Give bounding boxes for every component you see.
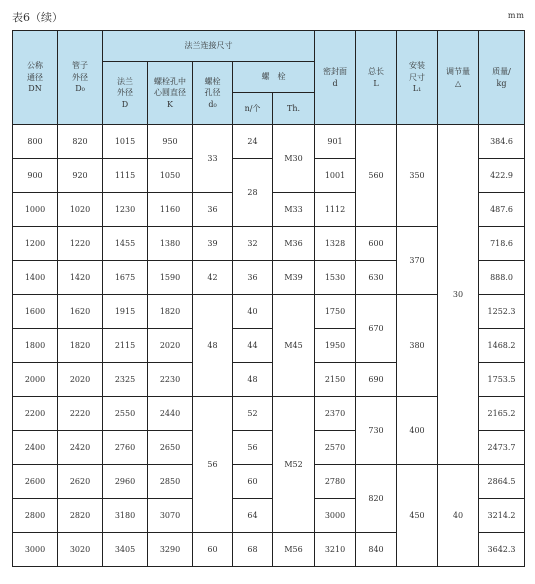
cell-dn: 3000 xyxy=(13,533,58,567)
cell-mass: 1252.3 xyxy=(479,295,525,329)
header-bolt-hole: 螺栓 孔径 d₀ xyxy=(193,62,233,125)
cell-bolt-count: 52 xyxy=(233,397,273,431)
cell-mass: 888.0 xyxy=(479,261,525,295)
cell-mass: 1468.2 xyxy=(479,329,525,363)
cell-length: 670 xyxy=(356,295,397,363)
cell-bolt-thread: M39 xyxy=(273,261,315,295)
header-length: 总长 L xyxy=(356,31,397,125)
cell-mass: 718.6 xyxy=(479,227,525,261)
cell-dn: 2400 xyxy=(13,431,58,465)
cell-bolt-hole: 36 xyxy=(193,193,233,227)
cell-dn: 2600 xyxy=(13,465,58,499)
header-adjust: 调节量 △ xyxy=(438,31,479,125)
cell-mass: 2864.5 xyxy=(479,465,525,499)
header-bolt-circle: 螺栓孔中 心圆直径 K xyxy=(148,62,193,125)
table-row xyxy=(13,125,525,159)
cell-flange-od: 1230 xyxy=(103,193,148,227)
cell-bolt-count: 36 xyxy=(233,261,273,295)
cell-mass: 2165.2 xyxy=(479,397,525,431)
cell-bolt-hole: 42 xyxy=(193,261,233,295)
cell-length: 560 xyxy=(356,125,397,227)
cell-flange-od: 2550 xyxy=(103,397,148,431)
cell-pipe-od: 1820 xyxy=(58,329,103,363)
cell-bolt-thread: M56 xyxy=(273,533,315,567)
cell-bolt-count: 40 xyxy=(233,295,273,329)
cell-bolt-circle: 2850 xyxy=(148,465,193,499)
cell-bolt-count: 24 xyxy=(233,125,273,159)
header-install: 安装 尺寸 L₁ xyxy=(397,31,438,125)
cell-seal: 2150 xyxy=(315,363,356,397)
cell-pipe-od: 1020 xyxy=(58,193,103,227)
cell-pipe-od: 2620 xyxy=(58,465,103,499)
cell-install: 400 xyxy=(397,397,438,465)
cell-pipe-od: 1620 xyxy=(58,295,103,329)
cell-pipe-od: 920 xyxy=(58,159,103,193)
cell-dn: 900 xyxy=(13,159,58,193)
cell-bolt-count: 28 xyxy=(233,159,273,227)
header-mass: 质量/ kg xyxy=(479,31,525,125)
cell-bolt-circle: 1590 xyxy=(148,261,193,295)
cell-seal: 1950 xyxy=(315,329,356,363)
cell-bolt-count: 32 xyxy=(233,227,273,261)
cell-dn: 2200 xyxy=(13,397,58,431)
cell-flange-od: 3405 xyxy=(103,533,148,567)
cell-install: 450 xyxy=(397,465,438,567)
cell-bolt-hole: 48 xyxy=(193,295,233,397)
cell-bolt-thread: M45 xyxy=(273,295,315,397)
header-pipe-od: 管子 外径 D₀ xyxy=(58,31,103,125)
cell-pipe-od: 3020 xyxy=(58,533,103,567)
cell-seal: 1112 xyxy=(315,193,356,227)
cell-seal: 1530 xyxy=(315,261,356,295)
header-flange-group: 法兰连接尺寸 xyxy=(103,31,315,62)
cell-flange-od: 1915 xyxy=(103,295,148,329)
cell-flange-od: 2760 xyxy=(103,431,148,465)
cell-install: 370 xyxy=(397,227,438,295)
cell-bolt-circle: 2440 xyxy=(148,397,193,431)
cell-dn: 2800 xyxy=(13,499,58,533)
cell-seal: 901 xyxy=(315,125,356,159)
cell-pipe-od: 2420 xyxy=(58,431,103,465)
cell-adjust: 40 xyxy=(438,465,479,567)
cell-bolt-count: 48 xyxy=(233,363,273,397)
cell-bolt-hole: 60 xyxy=(193,533,233,567)
cell-seal: 3210 xyxy=(315,533,356,567)
cell-seal: 1328 xyxy=(315,227,356,261)
unit-label: mm xyxy=(507,11,525,20)
cell-seal: 1750 xyxy=(315,295,356,329)
cell-install: 380 xyxy=(397,295,438,397)
cell-flange-od: 2325 xyxy=(103,363,148,397)
cell-dn: 1400 xyxy=(13,261,58,295)
cell-length: 690 xyxy=(356,363,397,397)
table-caption: 表6（续） xyxy=(12,11,63,24)
flange-dimension-table xyxy=(12,30,525,567)
cell-flange-od: 2115 xyxy=(103,329,148,363)
cell-bolt-count: 68 xyxy=(233,533,273,567)
cell-bolt-thread: M52 xyxy=(273,397,315,533)
cell-install: 350 xyxy=(397,125,438,227)
cell-bolt-circle: 1160 xyxy=(148,193,193,227)
cell-pipe-od: 1220 xyxy=(58,227,103,261)
cell-length: 730 xyxy=(356,397,397,465)
cell-bolt-circle: 3290 xyxy=(148,533,193,567)
cell-seal: 2370 xyxy=(315,397,356,431)
cell-mass: 2473.7 xyxy=(479,431,525,465)
cell-bolt-circle: 950 xyxy=(148,125,193,159)
cell-flange-od: 1675 xyxy=(103,261,148,295)
cell-bolt-thread: M33 xyxy=(273,193,315,227)
cell-length: 600 xyxy=(356,227,397,261)
cell-seal: 2780 xyxy=(315,465,356,499)
cell-bolt-circle: 1820 xyxy=(148,295,193,329)
cell-pipe-od: 2820 xyxy=(58,499,103,533)
cell-flange-od: 2960 xyxy=(103,465,148,499)
table-row xyxy=(13,465,525,499)
cell-seal: 3000 xyxy=(315,499,356,533)
header-flange-od: 法兰 外径 D xyxy=(103,62,148,125)
cell-bolt-count: 64 xyxy=(233,499,273,533)
cell-pipe-od: 2220 xyxy=(58,397,103,431)
cell-mass: 384.6 xyxy=(479,125,525,159)
cell-bolt-circle: 3070 xyxy=(148,499,193,533)
cell-mass: 422.9 xyxy=(479,159,525,193)
cell-flange-od: 1115 xyxy=(103,159,148,193)
cell-bolt-circle: 2650 xyxy=(148,431,193,465)
cell-bolt-hole: 39 xyxy=(193,227,233,261)
header-bolt-group: 螺 栓 xyxy=(233,62,315,93)
cell-seal: 2570 xyxy=(315,431,356,465)
header-seal: 密封面 d xyxy=(315,31,356,125)
cell-dn: 1800 xyxy=(13,329,58,363)
cell-length: 820 xyxy=(356,465,397,533)
cell-flange-od: 3180 xyxy=(103,499,148,533)
cell-mass: 487.6 xyxy=(479,193,525,227)
cell-mass: 3214.2 xyxy=(479,499,525,533)
cell-mass: 3642.3 xyxy=(479,533,525,567)
cell-bolt-count: 44 xyxy=(233,329,273,363)
cell-bolt-thread: M36 xyxy=(273,227,315,261)
cell-pipe-od: 1420 xyxy=(58,261,103,295)
cell-dn: 1000 xyxy=(13,193,58,227)
cell-bolt-hole: 56 xyxy=(193,397,233,533)
cell-bolt-count: 60 xyxy=(233,465,273,499)
cell-bolt-circle: 1380 xyxy=(148,227,193,261)
cell-dn: 2000 xyxy=(13,363,58,397)
cell-flange-od: 1455 xyxy=(103,227,148,261)
cell-bolt-circle: 2020 xyxy=(148,329,193,363)
cell-mass: 1753.5 xyxy=(479,363,525,397)
cell-dn: 1200 xyxy=(13,227,58,261)
cell-dn: 800 xyxy=(13,125,58,159)
cell-seal: 1001 xyxy=(315,159,356,193)
cell-length: 630 xyxy=(356,261,397,295)
cell-dn: 1600 xyxy=(13,295,58,329)
header-bolt-thread: Th. xyxy=(273,93,315,125)
cell-pipe-od: 820 xyxy=(58,125,103,159)
header-dn: 公称 通径 DN xyxy=(13,31,58,125)
cell-length: 840 xyxy=(356,533,397,567)
cell-bolt-circle: 1050 xyxy=(148,159,193,193)
cell-bolt-count: 56 xyxy=(233,431,273,465)
cell-bolt-circle: 2230 xyxy=(148,363,193,397)
cell-bolt-hole: 33 xyxy=(193,125,233,193)
cell-bolt-thread: M30 xyxy=(273,125,315,193)
cell-pipe-od: 2020 xyxy=(58,363,103,397)
header-bolt-count: n/个 xyxy=(233,93,273,125)
cell-flange-od: 1015 xyxy=(103,125,148,159)
cell-adjust: 30 xyxy=(438,125,479,465)
